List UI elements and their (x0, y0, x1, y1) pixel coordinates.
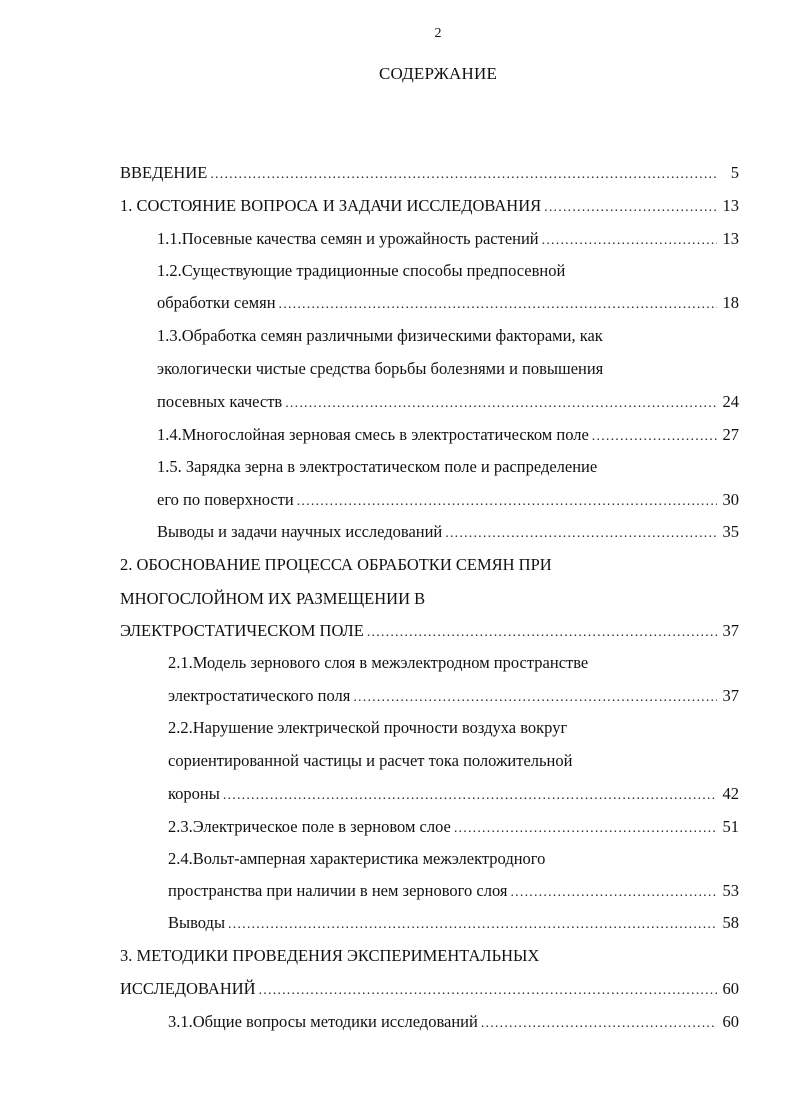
toc-entry-text: электростатического поля (168, 686, 351, 705)
toc-page-number: 5 (730, 163, 739, 182)
toc-entry-chapter-3-line-1 (120, 944, 739, 968)
toc-page-number: 35 (722, 522, 739, 541)
dot-leader (297, 490, 717, 514)
toc-entry-text: посевных качеств (157, 392, 283, 411)
dot-leader (592, 425, 717, 449)
toc-entry-2-4-line-2 (168, 879, 739, 903)
toc-page-number: 42 (722, 784, 739, 803)
dot-leader (542, 229, 717, 253)
dot-leader (285, 392, 717, 416)
dot-leader (481, 1012, 717, 1036)
dot-leader (223, 784, 717, 808)
toc-entry-chapter-1 (120, 194, 739, 218)
dot-leader (228, 913, 717, 937)
toc-entry-3-1 (168, 1010, 739, 1034)
toc-page-number: 18 (722, 293, 739, 312)
toc-entry-text: обработки семян (157, 293, 276, 312)
dot-leader (210, 163, 717, 187)
toc-entry-text: 3. МЕТОДИКИ ПРОВЕДЕНИЯ ЭКСПЕРИМЕНТАЛЬНЫХ (120, 946, 540, 965)
dot-leader (353, 686, 717, 710)
toc-entry-2-1-line-2 (168, 684, 739, 708)
toc-entry-1-2-line-2 (157, 291, 739, 315)
toc-entry-2-1-line-1 (168, 651, 739, 675)
toc-entry-2-4-line-1 (168, 847, 739, 871)
toc-entry-text: 1.5. Зарядка зерна в электростатическом поле и распределение (157, 457, 598, 476)
toc-entry-1-5-line-2 (157, 488, 739, 512)
toc-entry-text: экологически чистые средства борьбы болезнями и повышения (157, 359, 604, 378)
toc-entry-2-2-line-3 (168, 782, 739, 806)
toc-page-number: 60 (722, 1012, 739, 1031)
toc-entry-text: 3.1.Общие вопросы методики исследований (168, 1012, 478, 1031)
toc-entry-text: ИССЛЕДОВАНИЙ (120, 979, 256, 998)
toc-page-number: 30 (722, 490, 739, 509)
toc-entry-1-4 (157, 423, 739, 447)
toc-entry-1-5-line-1 (157, 455, 739, 479)
toc-entry-text: 2.2.Нарушение электрической прочности воздуха вокруг (168, 718, 568, 737)
page-number: 2 (434, 26, 442, 41)
toc-entry-2-2-line-2 (168, 749, 739, 773)
toc-entry-1-1 (157, 227, 739, 251)
toc-entry-text: ЭЛЕКТРОСТАТИЧЕСКОМ ПОЛЕ (120, 621, 364, 640)
toc-entry-chapter-2-line-3 (120, 619, 739, 643)
toc-entry-text: Выводы (168, 913, 226, 932)
toc-entry-text: 2.4.Вольт-амперная характеристика межэлектродного (168, 849, 546, 868)
toc-page-number: 53 (722, 881, 739, 900)
toc-entry-text: ВВЕДЕНИЕ (120, 163, 208, 182)
toc-entry-2-3 (168, 815, 739, 839)
dot-leader (454, 817, 717, 841)
toc-entry-text: короны (168, 784, 220, 803)
toc-page-number: 51 (722, 817, 739, 836)
toc-entry-2-2-line-1 (168, 716, 739, 740)
toc-entry-1-3-line-3 (157, 390, 739, 414)
page-title: СОДЕРЖАНИЕ (378, 64, 498, 83)
toc-entry-text: 1.2.Существующие традиционные способы предпосевной (157, 261, 566, 280)
toc-entry-text: пространства при наличии в нем зернового слоя (168, 881, 508, 900)
dot-leader (510, 881, 717, 905)
toc-entry-text: Выводы и задачи научных исследований (157, 522, 443, 541)
toc-entry-intro (120, 161, 739, 185)
toc-entry-text: 2.1.Модель зернового слоя в межэлектродном пространстве (168, 653, 589, 672)
toc-entry-text: 2. ОБОСНОВАНИЕ ПРОЦЕССА ОБРАБОТКИ СЕМЯН ПРИ (120, 555, 552, 574)
toc-entry-text: 1. СОСТОЯНИЕ ВОПРОСА И ЗАДАЧИ ИССЛЕДОВАНИЯ (120, 196, 542, 215)
dot-leader (445, 522, 717, 546)
toc-entry-1-2-line-1 (157, 259, 739, 283)
dot-leader (259, 979, 717, 1003)
toc-entry-chapter-3-line-2 (120, 977, 739, 1001)
toc-entry-1-3-line-1 (157, 324, 739, 348)
toc-entry-chapter-2-line-2 (120, 587, 739, 611)
toc-entry-text: 2.3.Электрическое поле в зерновом слое (168, 817, 451, 836)
toc-entry-text: сориентированной частицы и расчет тока положительной (168, 751, 573, 770)
toc-entry-text: 1.1.Посевные качества семян и урожайность растений (157, 229, 539, 248)
toc-page-number: 37 (722, 686, 739, 705)
toc-entry-chapter-1-conclusions (157, 520, 739, 544)
toc-page-number: 60 (722, 979, 739, 998)
toc-entry-text: 1.4.Многослойная зерновая смесь в электростатическом поле (157, 425, 589, 444)
toc-page-number: 37 (722, 621, 739, 640)
dot-leader (367, 621, 717, 645)
dot-leader (279, 293, 717, 317)
toc-entry-chapter-2-conclusions (168, 911, 739, 935)
toc-entry-chapter-2-line-1 (120, 553, 739, 577)
toc-entry-text: МНОГОСЛОЙНОМ ИХ РАЗМЕЩЕНИИ В (120, 589, 426, 608)
toc-page-number: 58 (722, 913, 739, 932)
dot-leader (544, 196, 717, 220)
toc-page-number: 13 (722, 196, 739, 215)
toc-entry-1-3-line-2 (157, 357, 739, 381)
toc-entry-text: его по поверхности (157, 490, 294, 509)
toc-page-number: 13 (722, 229, 739, 248)
toc-page-number: 24 (722, 392, 739, 411)
toc-entry-text: 1.3.Обработка семян различными физическими факторами, как (157, 326, 603, 345)
toc-page-number: 27 (722, 425, 739, 444)
